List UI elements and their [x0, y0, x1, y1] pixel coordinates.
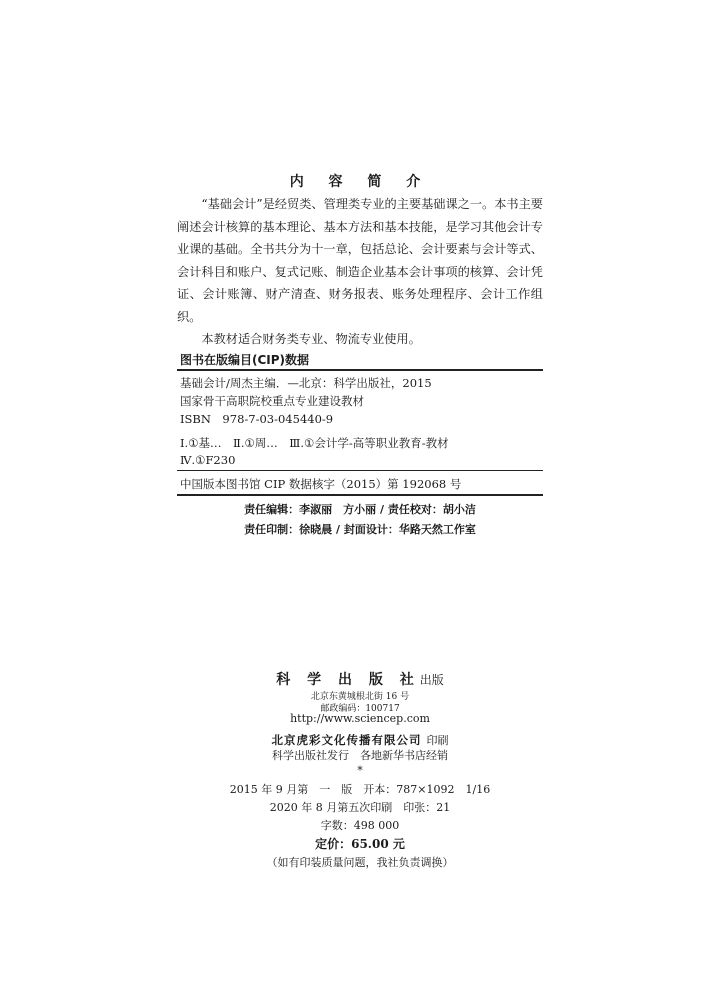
quality-note: （如有印装质量问题，我社负责调换）: [266, 856, 454, 869]
summary-paragraph: “基础会计”是经贸类、管理类专业的主要基础课之一。本书主要阐述会计核算的基本理论、基本方法和基本技能，是学习其他会计专业课的基础。全书共分为十一章，包括总论、会计要素与会计等式、会计科目和账户、复式记账、制造企业基本会计事项的核算、会计凭证、会计账簿、财产清查、财务报表、账务处理程序、会计工作组织。: [177, 197, 543, 324]
publisher-suffix: 出版: [419, 673, 444, 687]
cip-top-rule: [177, 369, 543, 371]
word-count: 字数：498 000: [320, 819, 400, 832]
publisher-line: [0, 669, 720, 689]
publisher-address: 北京东黄城根北街 16 号: [310, 692, 410, 702]
summary-title: 内 容 简 介: [289, 174, 431, 190]
printer-name: 北京虎彩文化传播有限公司: [271, 733, 422, 747]
printer-suffix: 印刷: [426, 734, 449, 747]
cip-bottom-rule: [177, 494, 543, 496]
cip-line: 国家骨干高职院校重点专业建设教材: [180, 394, 364, 408]
editors-line: 责任印制：徐晓晨 / 封面设计：华路天然工作室: [244, 523, 476, 536]
printing-line: 2020 年 8 月第五次印刷 印张：21: [269, 801, 451, 814]
cip-approval: 中国版本图书馆 CIP 数据核字（2015）第 192068 号: [180, 477, 462, 491]
summary-paragraph: 本教材适合财务类专业、物流专业使用。: [201, 332, 421, 346]
cip-middle-rule: [177, 470, 543, 471]
distribution-line: 科学出版社发行 各地新华书店经销: [272, 749, 448, 762]
price: 定价：65.00 元: [315, 837, 405, 851]
separator-star: *: [357, 764, 363, 777]
cip-classification: Ⅳ.①F230: [180, 453, 236, 467]
publisher-url: http://www.sciencep.com: [290, 712, 430, 725]
cip-line: ISBN 978-7-03-045440-9: [180, 412, 334, 426]
edition-line: 2015 年 9 月第 一 版 开本：787×1092 1/16: [229, 783, 491, 796]
cip-line: 基础会计/周杰主编．—北京：科学出版社，2015: [180, 376, 432, 390]
summary-body: [177, 193, 543, 351]
publisher-name: 科 学 出 版 社: [276, 672, 420, 688]
cip-heading: 图书在版编目(CIP)数据: [180, 353, 310, 367]
publisher-postcode: 邮政编码：100717: [320, 704, 400, 714]
printer-line: [0, 729, 720, 748]
cip-classification: Ⅰ.①基… Ⅱ.①周… Ⅲ.①会计学-高等职业教育-教材: [180, 436, 449, 450]
editors-line: 责任编辑：李淑丽 方小丽 / 责任校对：胡小洁: [244, 503, 476, 516]
